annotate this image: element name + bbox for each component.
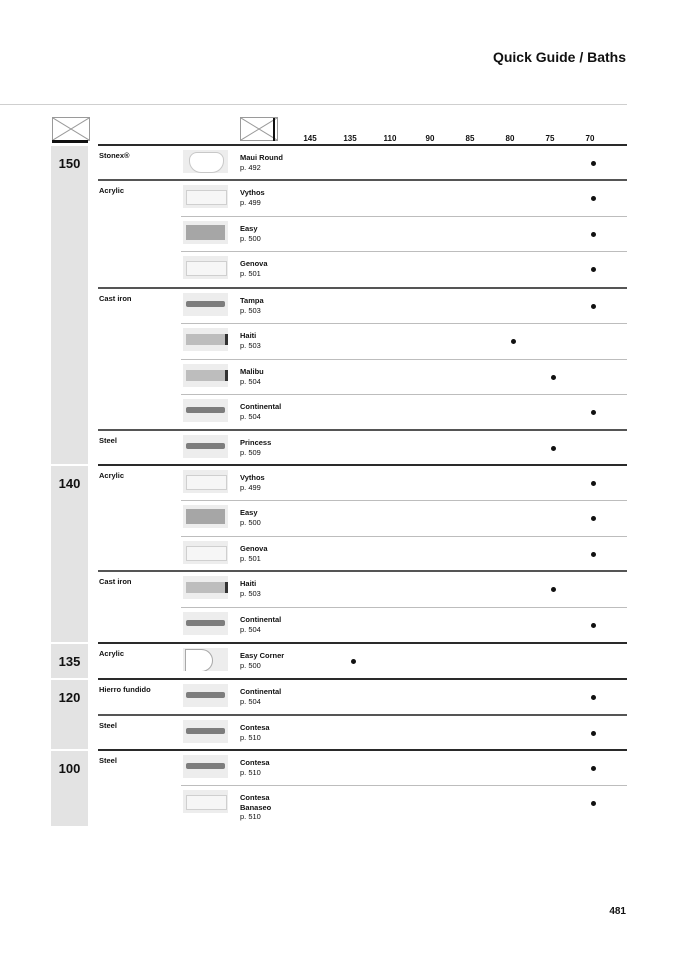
model-name: Easy bbox=[240, 224, 258, 233]
bath-thumbnail bbox=[183, 790, 228, 813]
model-page-ref: p. 510 bbox=[240, 767, 261, 777]
width-dot-75 bbox=[551, 446, 556, 451]
row-divider bbox=[181, 216, 627, 217]
row-divider bbox=[181, 607, 627, 608]
column-header-70: 70 bbox=[585, 134, 595, 143]
width-dot-80 bbox=[511, 339, 516, 344]
group-divider bbox=[98, 678, 627, 680]
model-entry bbox=[240, 758, 270, 777]
column-header-135: 135 bbox=[343, 134, 357, 143]
width-dot-75 bbox=[551, 375, 556, 380]
bath-thumbnail bbox=[183, 399, 228, 422]
model-name: Contesa Banaseo bbox=[240, 793, 272, 812]
bath-shape bbox=[186, 190, 227, 205]
width-header-bar bbox=[273, 118, 275, 141]
model-name: Princess bbox=[240, 438, 272, 447]
model-entry bbox=[240, 224, 261, 243]
model-page-ref: p. 501 bbox=[240, 553, 261, 563]
model-entry bbox=[240, 544, 268, 563]
bath-shape bbox=[186, 620, 225, 626]
model-page-ref: p. 499 bbox=[240, 197, 261, 207]
model-entry bbox=[240, 723, 270, 742]
model-name: Continental bbox=[240, 402, 282, 411]
model-entry bbox=[240, 793, 280, 822]
bath-shape bbox=[186, 795, 227, 810]
bath-shape bbox=[186, 692, 225, 698]
page-number: 481 bbox=[609, 906, 626, 917]
row-divider bbox=[181, 251, 627, 252]
length-group-label: 120 bbox=[58, 690, 81, 705]
model-entry bbox=[240, 615, 281, 634]
column-header-75: 75 bbox=[545, 134, 555, 143]
model-entry bbox=[240, 188, 265, 207]
model-page-ref: p. 504 bbox=[240, 624, 261, 634]
material-label: Cast iron bbox=[99, 294, 132, 303]
bath-shape bbox=[186, 546, 227, 561]
length-group-label: 135 bbox=[58, 654, 81, 669]
material-label: Hierro fundido bbox=[99, 685, 151, 694]
material-label: Steel bbox=[99, 756, 117, 765]
model-page-ref: p. 509 bbox=[240, 447, 261, 457]
width-dot-70 bbox=[591, 481, 596, 486]
model-entry bbox=[240, 687, 281, 706]
bath-shape bbox=[186, 509, 225, 524]
material-label: Cast iron bbox=[99, 577, 132, 586]
bath-shape bbox=[186, 370, 228, 381]
model-entry bbox=[240, 438, 271, 457]
row-divider bbox=[181, 359, 627, 360]
bath-thumbnail bbox=[183, 256, 228, 279]
model-name: Continental bbox=[240, 615, 282, 624]
bath-thumbnail bbox=[183, 648, 228, 671]
group-divider bbox=[98, 464, 627, 466]
row-divider bbox=[181, 785, 627, 786]
width-dot-70 bbox=[591, 552, 596, 557]
width-dot-70 bbox=[591, 304, 596, 309]
model-entry bbox=[240, 508, 261, 527]
column-header-145: 145 bbox=[303, 134, 317, 143]
model-name: Vythos bbox=[240, 473, 265, 482]
bath-shape bbox=[186, 261, 227, 276]
width-dot-70 bbox=[591, 196, 596, 201]
column-header-80: 80 bbox=[505, 134, 515, 143]
model-name: Genova bbox=[240, 544, 268, 553]
length-group-box bbox=[51, 466, 88, 642]
bath-thumbnail bbox=[183, 576, 228, 599]
bath-thumbnail bbox=[183, 755, 228, 778]
model-page-ref: p. 500 bbox=[240, 517, 261, 527]
bath-shape bbox=[186, 443, 225, 449]
model-name: Contesa bbox=[240, 758, 270, 767]
width-dot-70 bbox=[591, 410, 596, 415]
length-group-label: 100 bbox=[58, 761, 81, 776]
length-group-label: 150 bbox=[58, 156, 81, 171]
bath-shape bbox=[186, 301, 225, 307]
model-page-ref: p. 500 bbox=[240, 660, 261, 670]
group-divider bbox=[98, 749, 627, 751]
width-dot-75 bbox=[551, 587, 556, 592]
material-divider bbox=[98, 179, 627, 181]
bath-shape bbox=[186, 407, 225, 413]
group-divider bbox=[98, 642, 627, 644]
model-page-ref: p. 503 bbox=[240, 340, 261, 350]
bath-thumbnail bbox=[183, 470, 228, 493]
bath-length-icon bbox=[52, 117, 90, 141]
row-divider bbox=[181, 500, 627, 501]
material-divider bbox=[98, 287, 627, 289]
row-divider bbox=[181, 394, 627, 395]
group-divider bbox=[98, 144, 627, 146]
model-page-ref: p. 492 bbox=[240, 162, 261, 172]
model-page-ref: p. 500 bbox=[240, 233, 261, 243]
width-dot-70 bbox=[591, 695, 596, 700]
model-name: Malibu bbox=[240, 367, 264, 376]
length-header-underline bbox=[52, 140, 88, 143]
bath-shape bbox=[186, 225, 225, 240]
column-header-85: 85 bbox=[465, 134, 475, 143]
material-divider bbox=[98, 714, 627, 716]
bath-thumbnail bbox=[183, 293, 228, 316]
model-name: Tampa bbox=[240, 296, 264, 305]
material-divider bbox=[98, 570, 627, 572]
bath-thumbnail bbox=[183, 221, 228, 244]
material-label: Stonex® bbox=[99, 151, 130, 160]
bath-thumbnail bbox=[183, 612, 228, 635]
bath-shape bbox=[186, 475, 227, 490]
width-dot-135 bbox=[351, 659, 356, 664]
bath-thumbnail bbox=[183, 150, 228, 173]
page-title: Quick Guide / Baths bbox=[492, 49, 626, 65]
model-page-ref: p. 503 bbox=[240, 305, 261, 315]
model-entry bbox=[240, 579, 261, 598]
width-dot-70 bbox=[591, 267, 596, 272]
width-dot-70 bbox=[591, 232, 596, 237]
model-page-ref: p. 499 bbox=[240, 482, 261, 492]
bath-shape bbox=[189, 152, 224, 173]
model-entry bbox=[240, 367, 264, 386]
model-page-ref: p. 501 bbox=[240, 268, 261, 278]
header-divider bbox=[0, 104, 627, 105]
material-label: Acrylic bbox=[99, 186, 125, 195]
model-name: Easy Corner bbox=[240, 651, 285, 660]
model-entry bbox=[240, 402, 281, 421]
model-name: Contesa bbox=[240, 723, 270, 732]
model-entry bbox=[240, 153, 283, 172]
bath-thumbnail bbox=[183, 435, 228, 458]
model-page-ref: p. 503 bbox=[240, 588, 261, 598]
model-page-ref: p. 504 bbox=[240, 376, 261, 386]
bath-thumbnail bbox=[183, 541, 228, 564]
model-name: Haiti bbox=[240, 579, 257, 588]
width-dot-70 bbox=[591, 516, 596, 521]
model-entry bbox=[240, 473, 265, 492]
model-name: Haiti bbox=[240, 331, 257, 340]
model-name: Vythos bbox=[240, 188, 265, 197]
model-page-ref: p. 504 bbox=[240, 696, 261, 706]
material-label: Steel bbox=[99, 721, 117, 730]
material-divider bbox=[98, 429, 627, 431]
bath-shape bbox=[186, 334, 228, 345]
model-name: Continental bbox=[240, 687, 282, 696]
model-entry bbox=[240, 259, 268, 278]
model-page-ref: p. 504 bbox=[240, 411, 261, 421]
material-label: Acrylic bbox=[99, 471, 125, 480]
model-name: Easy bbox=[240, 508, 258, 517]
width-dot-70 bbox=[591, 731, 596, 736]
material-label: Acrylic bbox=[99, 649, 125, 658]
row-divider bbox=[181, 323, 627, 324]
material-label: Steel bbox=[99, 436, 117, 445]
bath-shape bbox=[186, 763, 225, 769]
width-dot-70 bbox=[591, 801, 596, 806]
column-header-90: 90 bbox=[425, 134, 435, 143]
model-entry bbox=[240, 331, 261, 350]
bath-thumbnail bbox=[183, 684, 228, 707]
model-name: Maui Round bbox=[240, 153, 283, 162]
model-page-ref: p. 510 bbox=[240, 812, 261, 821]
bath-thumbnail bbox=[183, 505, 228, 528]
length-group-box bbox=[51, 146, 88, 464]
bath-thumbnail bbox=[183, 328, 228, 351]
bath-thumbnail bbox=[183, 185, 228, 208]
column-header-110: 110 bbox=[383, 134, 397, 143]
bath-shape bbox=[186, 582, 228, 593]
width-dot-70 bbox=[591, 161, 596, 166]
model-entry bbox=[240, 296, 264, 315]
length-group-label: 140 bbox=[58, 476, 81, 491]
model-page-ref: p. 510 bbox=[240, 732, 261, 742]
row-divider bbox=[181, 536, 627, 537]
bath-thumbnail bbox=[183, 720, 228, 743]
width-dot-70 bbox=[591, 623, 596, 628]
bath-shape bbox=[185, 649, 213, 671]
model-entry bbox=[240, 651, 284, 670]
bath-shape bbox=[186, 728, 225, 734]
width-dot-70 bbox=[591, 766, 596, 771]
bath-thumbnail bbox=[183, 364, 228, 387]
model-name: Genova bbox=[240, 259, 268, 268]
